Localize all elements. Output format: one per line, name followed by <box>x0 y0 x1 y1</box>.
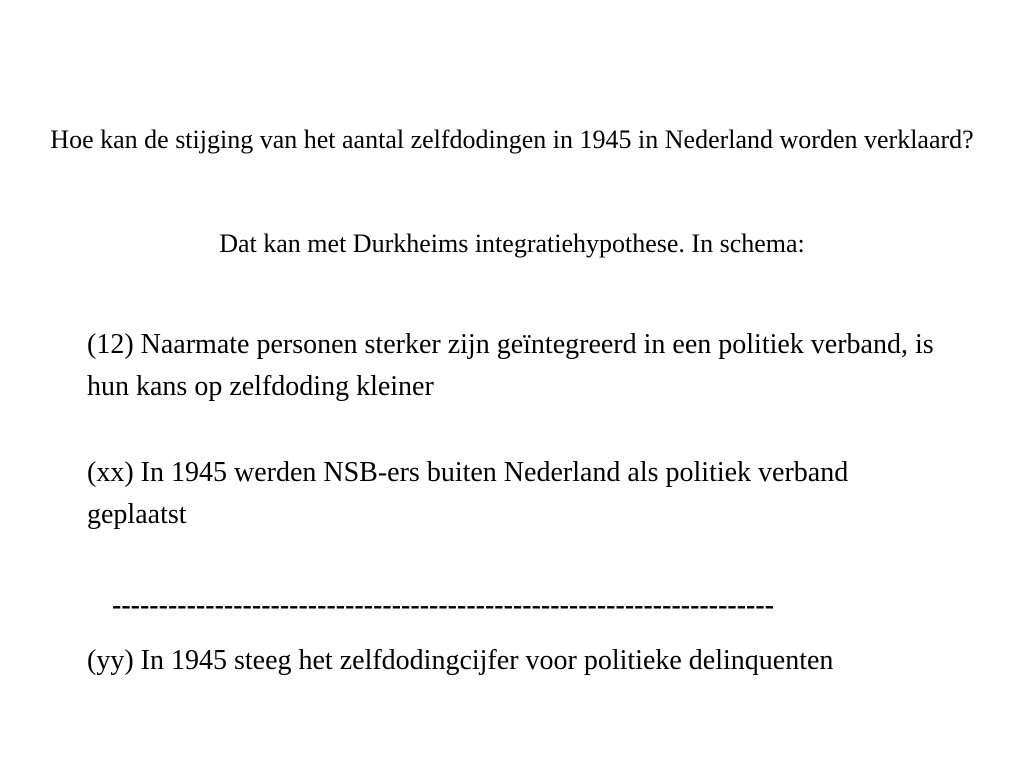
question-heading: Hoe kan de stijging van het aantal zelfdodingen in 1945 in Nederland worden verklaard? <box>50 125 974 154</box>
statement-xx: (xx) In 1945 werden NSB-ers buiten Nederland als politiek verband geplaatst <box>87 457 849 530</box>
statement-yy: (yy) In 1945 steeg het zelfdodingcijfer voor politieke delinquenten <box>87 645 834 676</box>
conclusion-divider: ----------------------------------------------------------------------- <box>112 590 775 621</box>
intro-text: Dat kan met Durkheims integratiehypothese. In schema: <box>219 229 805 258</box>
statement-12: (12) Naarmate personen sterker zijn geïntegreerd in een politiek verband, is hun kans op zelfdoding kleiner <box>87 329 934 402</box>
